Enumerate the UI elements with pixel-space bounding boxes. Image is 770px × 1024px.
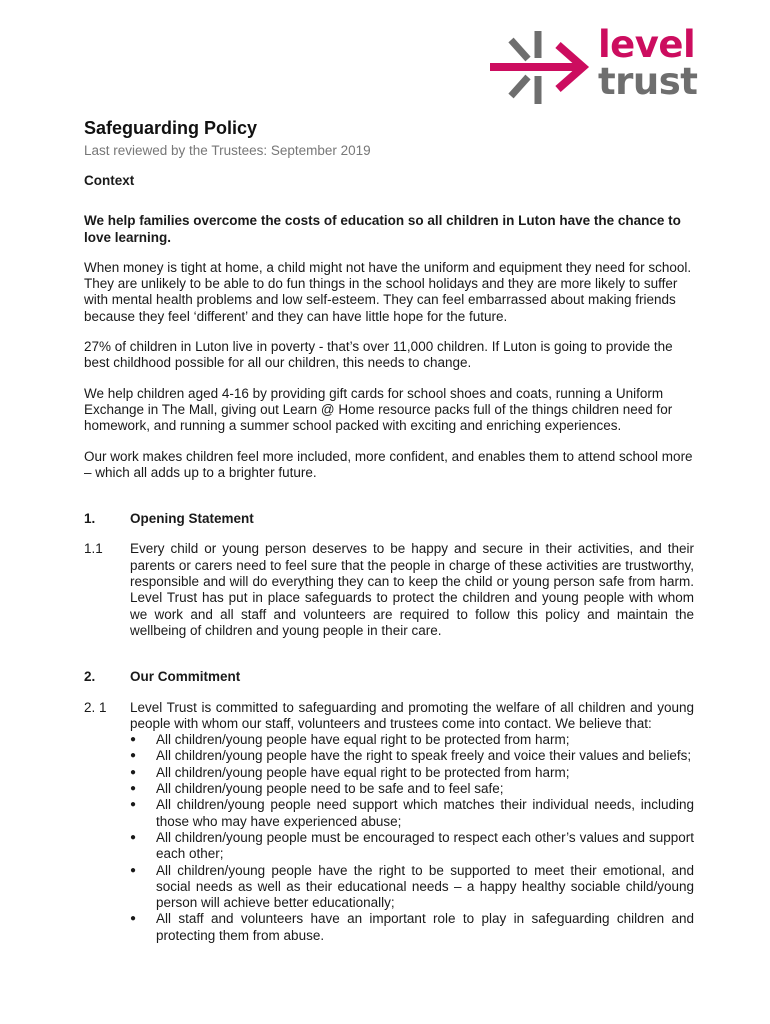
section-1-heading	[84, 511, 694, 527]
page-title: Safeguarding Policy	[84, 118, 258, 138]
logo-mark-icon	[490, 31, 583, 104]
item-number: 1.1	[84, 541, 103, 557]
section-2-number: 2.	[84, 669, 96, 685]
section-1-item-1	[84, 541, 694, 639]
context-heading: Context	[84, 173, 135, 188]
bullet-icon: ●	[130, 766, 137, 778]
section-2-heading	[84, 669, 694, 685]
bullet-icon: ●	[130, 864, 137, 876]
item-number: 2. 1	[84, 699, 107, 715]
context-paragraph-3: We help children aged 4-16 by providing gift cards for school shoes and coats, running a Uniform Exchange in The Mall, giving out Learn @ Home resource packs full of the things children need for homework, and running a summer school packed with exciting and enriching experiences.	[84, 385, 673, 434]
bullet-icon: ●	[130, 831, 137, 843]
list-item: ● All children/young people have the right to be supported to meet their emotional, and social needs as well as their educational needs – a happy healthy sociable child/young person will achieve better educationally;	[130, 862, 694, 911]
list-item: ● All staff and volunteers have an important role to play in safeguarding children and protecting them from abuse.	[130, 911, 694, 943]
review-date: Last reviewed by the Trustees: September 2019	[84, 143, 371, 158]
context-lead: We help families overcome the costs of education so all children in Luton have the chance to love learning.	[84, 213, 681, 245]
bullet-icon: ●	[130, 799, 137, 811]
bullet-icon: ●	[130, 783, 137, 795]
logo-word-level: level	[598, 23, 696, 66]
section-2-title: Our Commitment	[130, 669, 241, 685]
logo-word-trust: trust	[598, 60, 698, 103]
list-item: ● All children/young people need to be safe and to feel safe;	[130, 781, 504, 797]
section-1-number: 1.	[84, 511, 96, 527]
section-1-title: Opening Statement	[130, 511, 254, 527]
bullet-icon: ●	[130, 750, 137, 762]
section-2-item-1	[84, 700, 694, 944]
list-item: ● All children/young people need support which matches their individual needs, including those who may have experienced abuse;	[130, 797, 694, 829]
list-item: ● All children/young people have the right to speak freely and voice their values and beliefs;	[130, 748, 692, 764]
item-text: Level Trust is committed to safeguarding and promoting the welfare of all children and young people with whom our staff, volunteers and trustees come into contact. We believe that:	[130, 699, 694, 731]
list-item: ● All children/young people have equal right to be protected from harm;	[130, 732, 570, 748]
context-paragraph-2: 27% of children in Luton live in poverty - that’s over 11,000 children. If Luton is going to provide the best childhood possible for all our children, this needs to change.	[84, 339, 673, 371]
list-item: ● All children/young people have equal right to be protected from harm;	[130, 764, 570, 780]
item-text: Every child or young person deserves to be happy and secure in their activities, and their parents or carers need to feel sure that the people in charge of these activities are trustworthy, responsible and will do everything they can to keep the child or young person safe from harm. Level Trust has put in place safeguards to protect the children and young people with whom we work and all staff and volunteers are required to follow this policy and maintain the wellbeing of children and young people in their care.	[130, 541, 694, 638]
logo-wordmark	[598, 23, 698, 103]
document-body	[84, 116, 694, 944]
bullet-icon: ●	[130, 913, 137, 925]
bullet-icon: ●	[130, 734, 137, 746]
commitment-list	[130, 732, 694, 944]
context-paragraph-1: When money is tight at home, a child might not have the uniform and equipment they need for school. They are unlikely to be able to do fun things in the school holidays and they are more likely to suffer with mental health problems and low self-esteem. They can feel embarrassed about making friends because they feel ‘different’ and they can have little hope for the future.	[84, 259, 692, 324]
context-paragraph-4: Our work makes children feel more included, more confident, and enables them to attend school more – which all adds up to a brighter future.	[84, 448, 693, 480]
list-item: ● All children/young people must be encouraged to respect each other’s values and support each other;	[130, 829, 694, 862]
